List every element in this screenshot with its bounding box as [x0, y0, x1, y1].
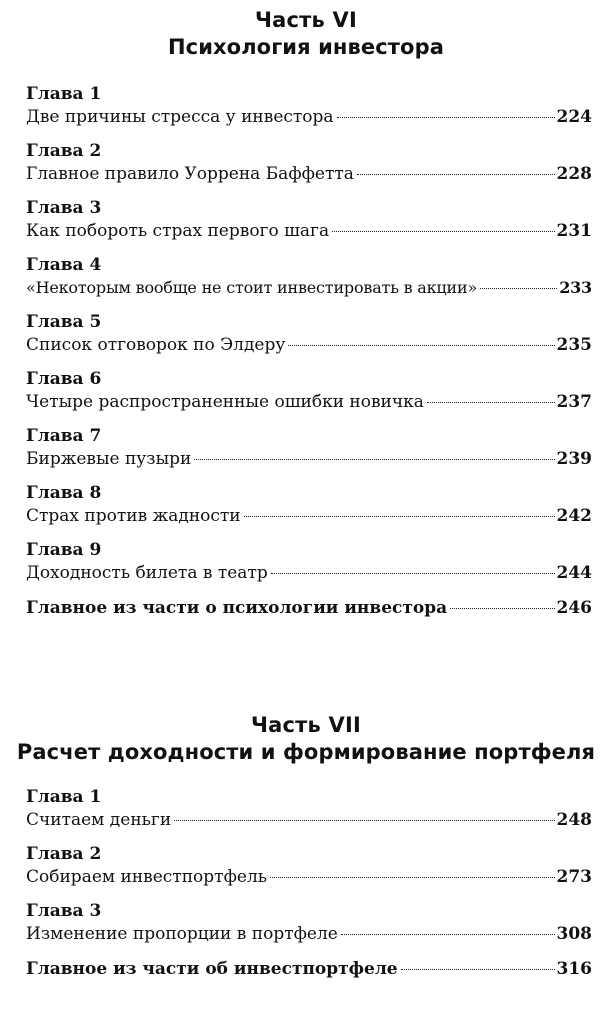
toc-entry[interactable]: [26, 368, 592, 414]
chapter-label: Глава 8: [26, 483, 102, 503]
chapter-label: Глава 3: [26, 198, 102, 218]
chapter-title: Как побороть страх первого шага: [26, 221, 330, 241]
toc-entry[interactable]: [26, 786, 592, 832]
chapter-title: Биржевые пузыри: [26, 449, 192, 469]
chapter-title: Главное правило Уоррена Баффетта: [26, 164, 354, 184]
dot-leader: [288, 345, 554, 346]
toc-entry[interactable]: [26, 83, 592, 129]
page-number: 233: [559, 278, 592, 297]
toc-entry[interactable]: [26, 197, 592, 243]
part-7-number: Часть VII: [250, 713, 362, 737]
chapter-label: Глава 7: [26, 426, 102, 446]
chapter-label: Глава 3: [26, 901, 102, 921]
chapter-title: Четыре распространенные ошибки новичка: [26, 392, 424, 412]
dot-leader: [174, 820, 554, 821]
page-number: 231: [556, 221, 592, 241]
page-number: 248: [556, 810, 592, 830]
page-number: 228: [556, 164, 592, 184]
chapter-label: Глава 2: [26, 844, 102, 864]
chapter-label: Глава 1: [26, 84, 102, 104]
page-number: 244: [556, 563, 592, 583]
part-7-heading: [0, 713, 612, 764]
chapter-label: Глава 6: [26, 369, 102, 389]
chapter-label: Глава 2: [26, 141, 102, 161]
toc-entry[interactable]: [26, 311, 592, 357]
chapter-label: Глава 1: [26, 787, 102, 807]
dot-leader: [450, 608, 554, 609]
dot-leader: [357, 174, 555, 175]
dot-leader: [194, 459, 554, 460]
page-number: 237: [556, 392, 592, 412]
toc-summary-entry[interactable]: [26, 957, 592, 981]
toc-entry[interactable]: [26, 425, 592, 471]
toc-summary-entry[interactable]: [26, 596, 592, 620]
chapter-title: «Некоторым вообще не стоит инвестировать в акции»: [26, 278, 478, 297]
toc-entry[interactable]: [26, 539, 592, 585]
chapter-title: Доходность билета в театр: [26, 563, 268, 583]
dot-leader: [271, 573, 555, 574]
part-6-toc: [26, 83, 592, 631]
chapter-title: Две причины стресса у инвестора: [26, 107, 334, 127]
page-number: 316: [556, 959, 592, 979]
part-7-title: Расчет доходности и формирование портфеля: [16, 740, 596, 764]
dot-leader: [480, 288, 557, 289]
toc-entry[interactable]: [26, 843, 592, 889]
page-number: 239: [556, 449, 592, 469]
toc-entry[interactable]: [26, 482, 592, 528]
page-number: 308: [556, 924, 592, 944]
dot-leader: [332, 231, 554, 232]
chapter-title: Считаем деньги: [26, 810, 172, 830]
toc-entry[interactable]: [26, 900, 592, 946]
chapter-label: Глава 9: [26, 540, 102, 560]
page-number: 242: [556, 506, 592, 526]
part-6-title: Психология инвестора: [167, 35, 444, 59]
chapter-label: Глава 5: [26, 312, 102, 332]
page-number: 246: [556, 598, 592, 618]
dot-leader: [401, 969, 555, 970]
page-number: 224: [556, 107, 592, 127]
chapter-title: Список отговорок по Элдеру: [26, 335, 286, 355]
summary-title: Главное из части о психологии инвестора: [26, 598, 448, 618]
part-6-heading: [0, 8, 612, 59]
chapter-title: Страх против жадности: [26, 506, 241, 526]
page-number: 273: [556, 867, 592, 887]
summary-title: Главное из части об инвестпортфеле: [26, 959, 398, 979]
dot-leader: [337, 117, 555, 118]
chapter-title: Изменение пропорции в портфеле: [26, 924, 338, 944]
part-6-number: Часть VI: [254, 8, 358, 32]
dot-leader: [427, 402, 555, 403]
part-7-toc: [26, 786, 592, 992]
chapter-label: Глава 4: [26, 255, 102, 275]
chapter-title: Собираем инвестпортфель: [26, 867, 268, 887]
dot-leader: [341, 934, 555, 935]
page-number: 235: [556, 335, 592, 355]
dot-leader: [270, 877, 554, 878]
toc-entry[interactable]: [26, 140, 592, 186]
toc-entry[interactable]: [26, 254, 592, 300]
dot-leader: [244, 516, 555, 517]
